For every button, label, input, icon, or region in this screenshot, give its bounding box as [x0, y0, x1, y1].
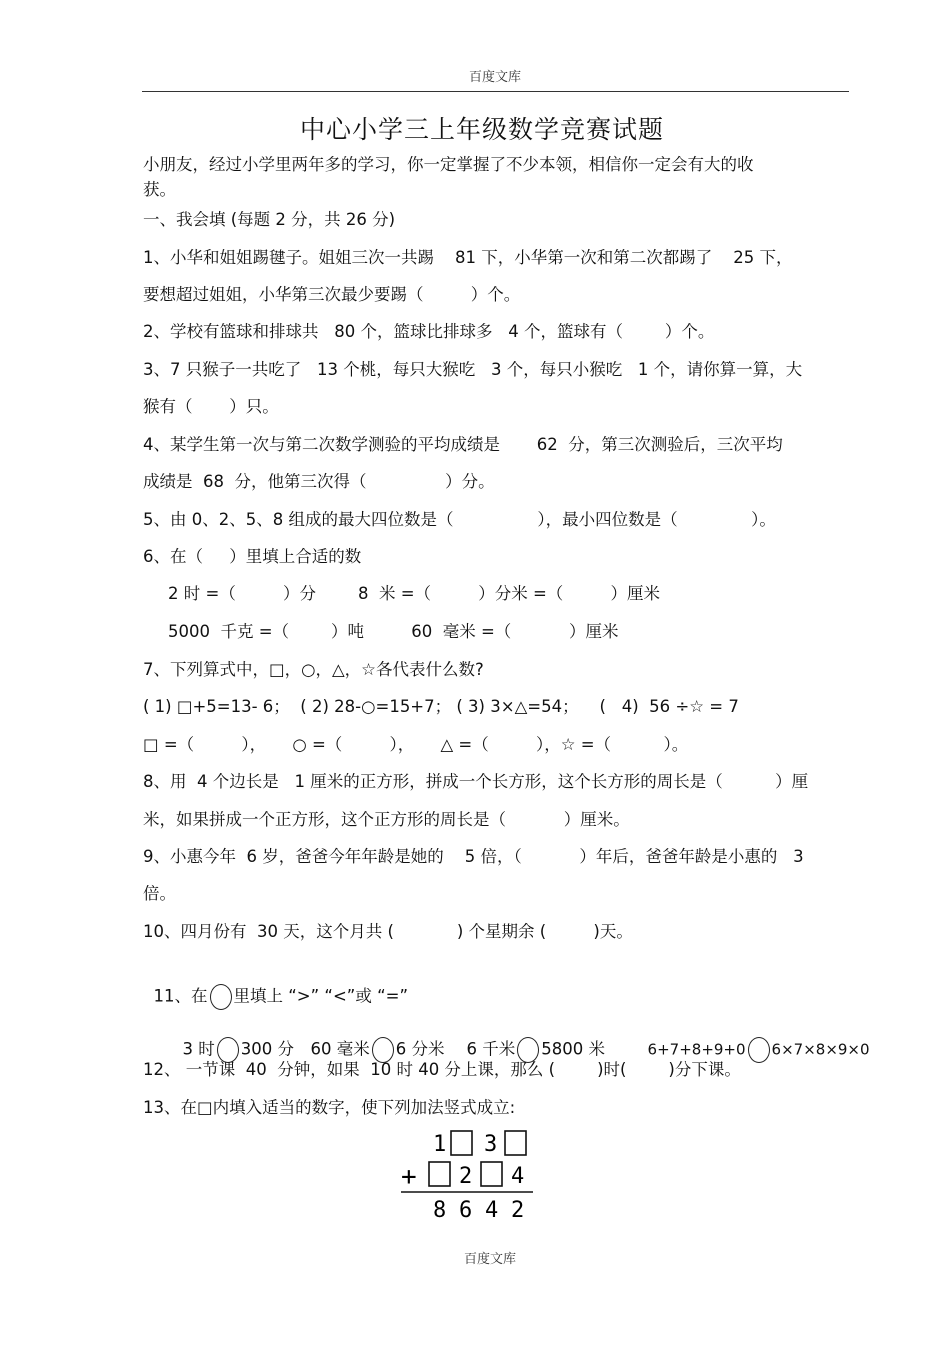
blank-box[interactable] [451, 1131, 472, 1155]
question-1-line-2: 要想超过姐姐，小华第三次最少要踢（ ）个。 [143, 285, 521, 304]
question-13: 13、在□内填入适当的数字，使下列加法竖式成立: [143, 1098, 516, 1117]
result-digit: 4 [485, 1198, 499, 1223]
result-digit: 6 [459, 1198, 473, 1223]
question-6-row-2: 5000 千克 =（ ）吨 60 毫米 =（ ）厘米 [168, 622, 619, 641]
compare-left: 6 千米 [466, 1039, 516, 1059]
compare-right: 5800 米 [541, 1039, 605, 1059]
blank-box[interactable] [429, 1162, 450, 1186]
question-7-equations: ( 1) □+5=13- 6； ( 2) 28-○=15+7； ( 3) 3×△=54； ( 4) 56 ÷☆ = 7 [143, 697, 739, 716]
compare-right: 300 分 [240, 1039, 294, 1059]
blank-box[interactable] [481, 1162, 502, 1186]
compare-item [638, 1017, 870, 1063]
plus-sign: + [401, 1162, 417, 1192]
circle-blank-icon [210, 984, 232, 1010]
question-9-line-2: 倍。 [143, 884, 176, 903]
question-2: 2、学校有篮球和排球共 80 个，篮球比排球多 4 个，篮球有（ ）个。 [143, 322, 715, 341]
page-footer: 百度文库 [463, 1252, 516, 1267]
compare-left: 6+7+8+9+0 [647, 1040, 746, 1059]
result-digit: 8 [433, 1198, 447, 1223]
addition-digit: 4 [511, 1164, 525, 1189]
question-3-line-2: 猴有（ ）只。 [143, 397, 279, 416]
question-9-line-1: 9、小惠今年 6 岁，爸爸今年年龄是她的 5 倍，（ ）年后，爸爸年龄是小惠的 3 [143, 847, 804, 866]
question-7: 7、下列算式中，□，○，△，☆各代表什么数? [143, 660, 484, 679]
question-1-line-1: 1、小华和姐姐踢毽子。姐姐三次一共踢 81 下，小华第一次和第二次都踢了 25 下， [143, 248, 793, 267]
addition-digit: 3 [484, 1132, 498, 1157]
blank-box[interactable] [505, 1131, 526, 1155]
question-4-line-1: 4、某学生第一次与第二次数学测验的平均成绩是 62 分，第三次测验后，三次平均 [143, 435, 783, 454]
question-4-line-2: 成绩是 68 分，他第三次得（ ）分。 [143, 472, 495, 491]
compare-left: 3 时 [182, 1039, 215, 1059]
question-8-line-1: 8、用 4 个边长是 1 厘米的正方形，拼成一个长方形，这个长方形的周长是（ ）厘 [143, 772, 809, 791]
question-6: 6、在（ ）里填上合适的数 [143, 547, 362, 566]
question-11 [143, 964, 408, 1010]
question-12: 12、 一节课 40 分钟，如果 10 时 40 分上课，那么 ( )时( )分下课。 [143, 1060, 741, 1079]
addition-digit: 1 [433, 1132, 447, 1157]
page-header: 百度文库 [468, 70, 521, 85]
compare-right: 6 分米 [395, 1039, 445, 1059]
question-11-prefix: 11、在 [153, 986, 208, 1006]
compare-circle[interactable] [748, 1037, 770, 1063]
compare-left: 60 毫米 [310, 1039, 370, 1059]
question-5: 5、由 0、2、5、8 组成的最大四位数是（ ），最小四位数是（ ）。 [143, 510, 776, 529]
question-3-line-1: 3、7 只猴子一共吃了 13 个桃，每只大猴吃 3 个，每只小猴吃 1 个，请你算一算，大 [143, 360, 803, 379]
intro-line-2: 获。 [143, 180, 176, 199]
compare-right: 6×7×8×9×0 [771, 1040, 870, 1059]
vertical-addition-figure [395, 1124, 540, 1224]
result-digit: 2 [511, 1198, 525, 1223]
question-6-row-1: 2 时 =（ ）分 8 米 =（ ）分米 =（ ）厘米 [168, 584, 661, 603]
addition-digit: 2 [459, 1164, 473, 1189]
question-7-answers: □ =（ ）， ○ =（ ）， △ =（ ），☆ =（ ）。 [143, 735, 689, 754]
compare-item [300, 1017, 445, 1063]
question-11-suffix: 里填上 “>” “<”或 “=” [233, 986, 408, 1006]
intro-line-1: 小朋友，经过小学里两年多的学习，你一定掌握了不少本领，相信你一定会有大的收 [143, 155, 754, 174]
page-title: 中心小学三上年级数学竞赛试题 [299, 115, 664, 144]
question-10: 10、四月份有 30 天，这个月共 ( ) 个星期余 ( )天。 [143, 922, 633, 941]
section-heading: 一、我会填 (每题 2 分，共 26 分) [143, 210, 396, 229]
compare-item [456, 1017, 605, 1063]
question-8-line-2: 米，如果拼成一个正方形，这个正方形的周长是（ ）厘米。 [143, 810, 630, 829]
compare-item [172, 1017, 294, 1063]
header-rule [142, 91, 849, 92]
